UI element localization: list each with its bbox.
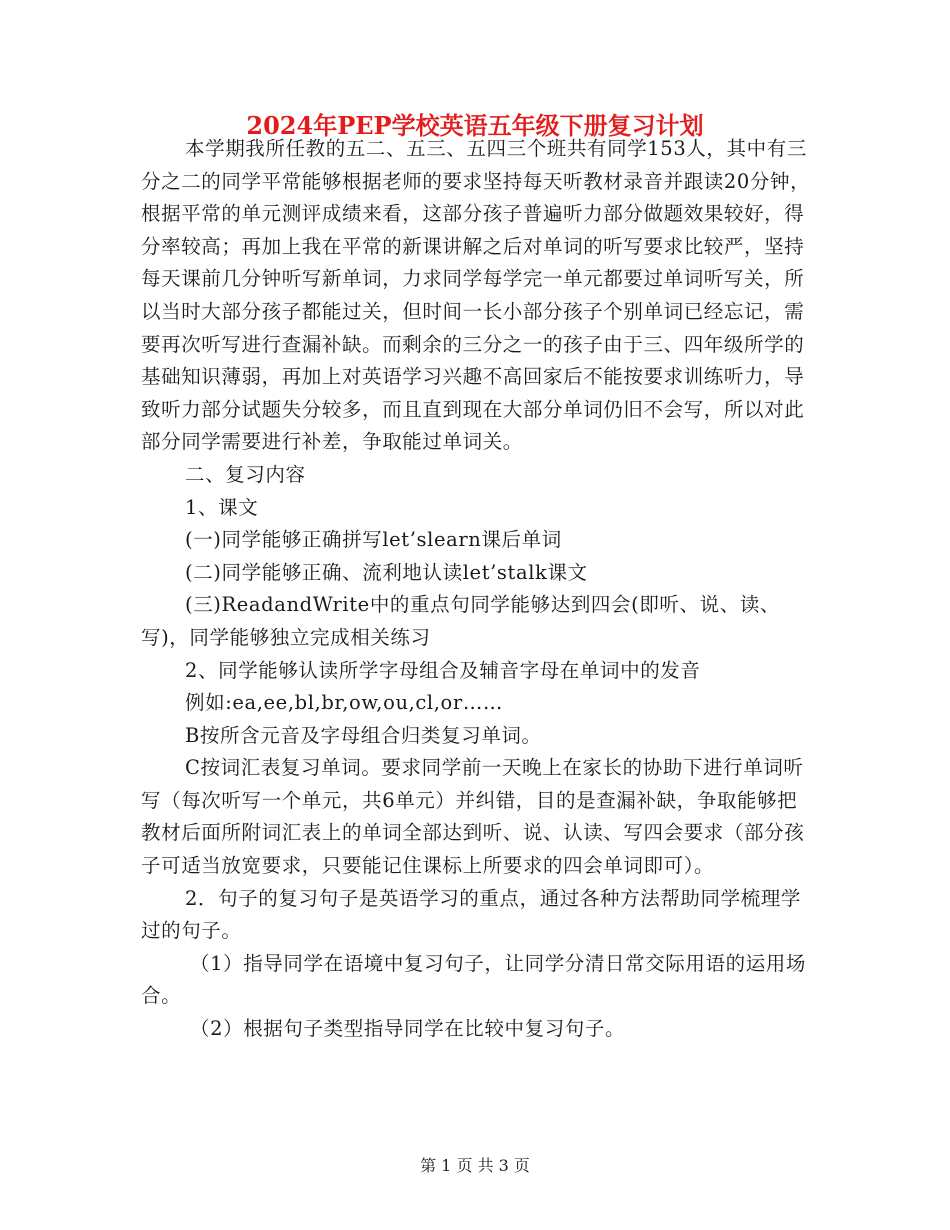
list-item-reading: (二)同学能够正确、流利地认读let’stalk课文 <box>185 560 588 584</box>
heading-review-content: 二、复习内容 <box>185 462 306 486</box>
list-item-spelling: (一)同学能够正确拼写let’slearn课后单词 <box>185 528 562 552</box>
list-item-vocabulary-review: C按词汇表复习单词。要求同学前一天晚上在家长的协助下进行单词听写（每次听写一个单元，共6单元）并纠错，目的是查漏补缺，争取能够把教材后面所附词汇表上的单词全部达到听、说、认读、写四会要求（部分孩子可适当放宽要求，只要能记住课标上所要求的四会单词即可）。 <box>141 756 805 878</box>
phonics-examples: 例如:ea,ee,bl,br,ow,ou,cl,or…… <box>185 691 504 715</box>
document-title: 2024年PEP学校英语五年级下册复习计划 <box>246 111 704 140</box>
sub-item-sentence-types: （2）根据句子类型指导同学在比较中复习句子。 <box>190 1017 626 1041</box>
list-item-read-and-write: (三)ReadandWrite中的重点句同学能够达到四会(即听、说、读、写)，同学能够独立完成相关练习 <box>141 593 781 649</box>
list-item-vowel-review: B按所含元音及字母组合归类复习单词。 <box>185 723 542 747</box>
page-footer: 第 1 页 共 3 页 <box>420 1156 530 1175</box>
sub-item-context: （1）指导同学在语境中复习句子，让同学分清日常交际用语的运用场合。 <box>141 951 807 1008</box>
list-item-sentence-review: 2．句子的复习句子是英语学习的重点，通过各种方法帮助同学梳理学过的句子。 <box>141 886 802 943</box>
document-body <box>141 133 813 1046</box>
paragraph-intro: 本学期我所任教的五二、五三、五四三个班共有同学153人，其中有三分之二的同学平常能够根据老师的要求坚持每天听教材录音并跟读20分钟，根据平常的单元测评成绩来看，这部分孩子普遍听力部分做题效果较好，得分率较高；再加上我在平常的新课讲解之后对单词的听写要求比较严，坚持每天课前几分钟听写新单词，力求同学每学完一单元都要过单词听写关，所以当时大部分孩子都能过关，但时间一长小部分孩子个别单词已经忘记，需要再次听写进行查漏补缺。而剩余的三分之一的孩子由于三、四年级所学的基础知识薄弱，再加上对英语学习兴趣不高回家后不能按要求训练听力，导致听力部分试题失分较多，而且直到现在大部分单词仍旧不会写，所以对此部分同学需要进行补差，争取能过单词关。 <box>141 137 811 454</box>
list-item-phonics: 2、同学能够认读所学字母组合及辅音字母在单词中的发音 <box>185 658 701 682</box>
list-item-text: 1、课文 <box>185 495 259 519</box>
